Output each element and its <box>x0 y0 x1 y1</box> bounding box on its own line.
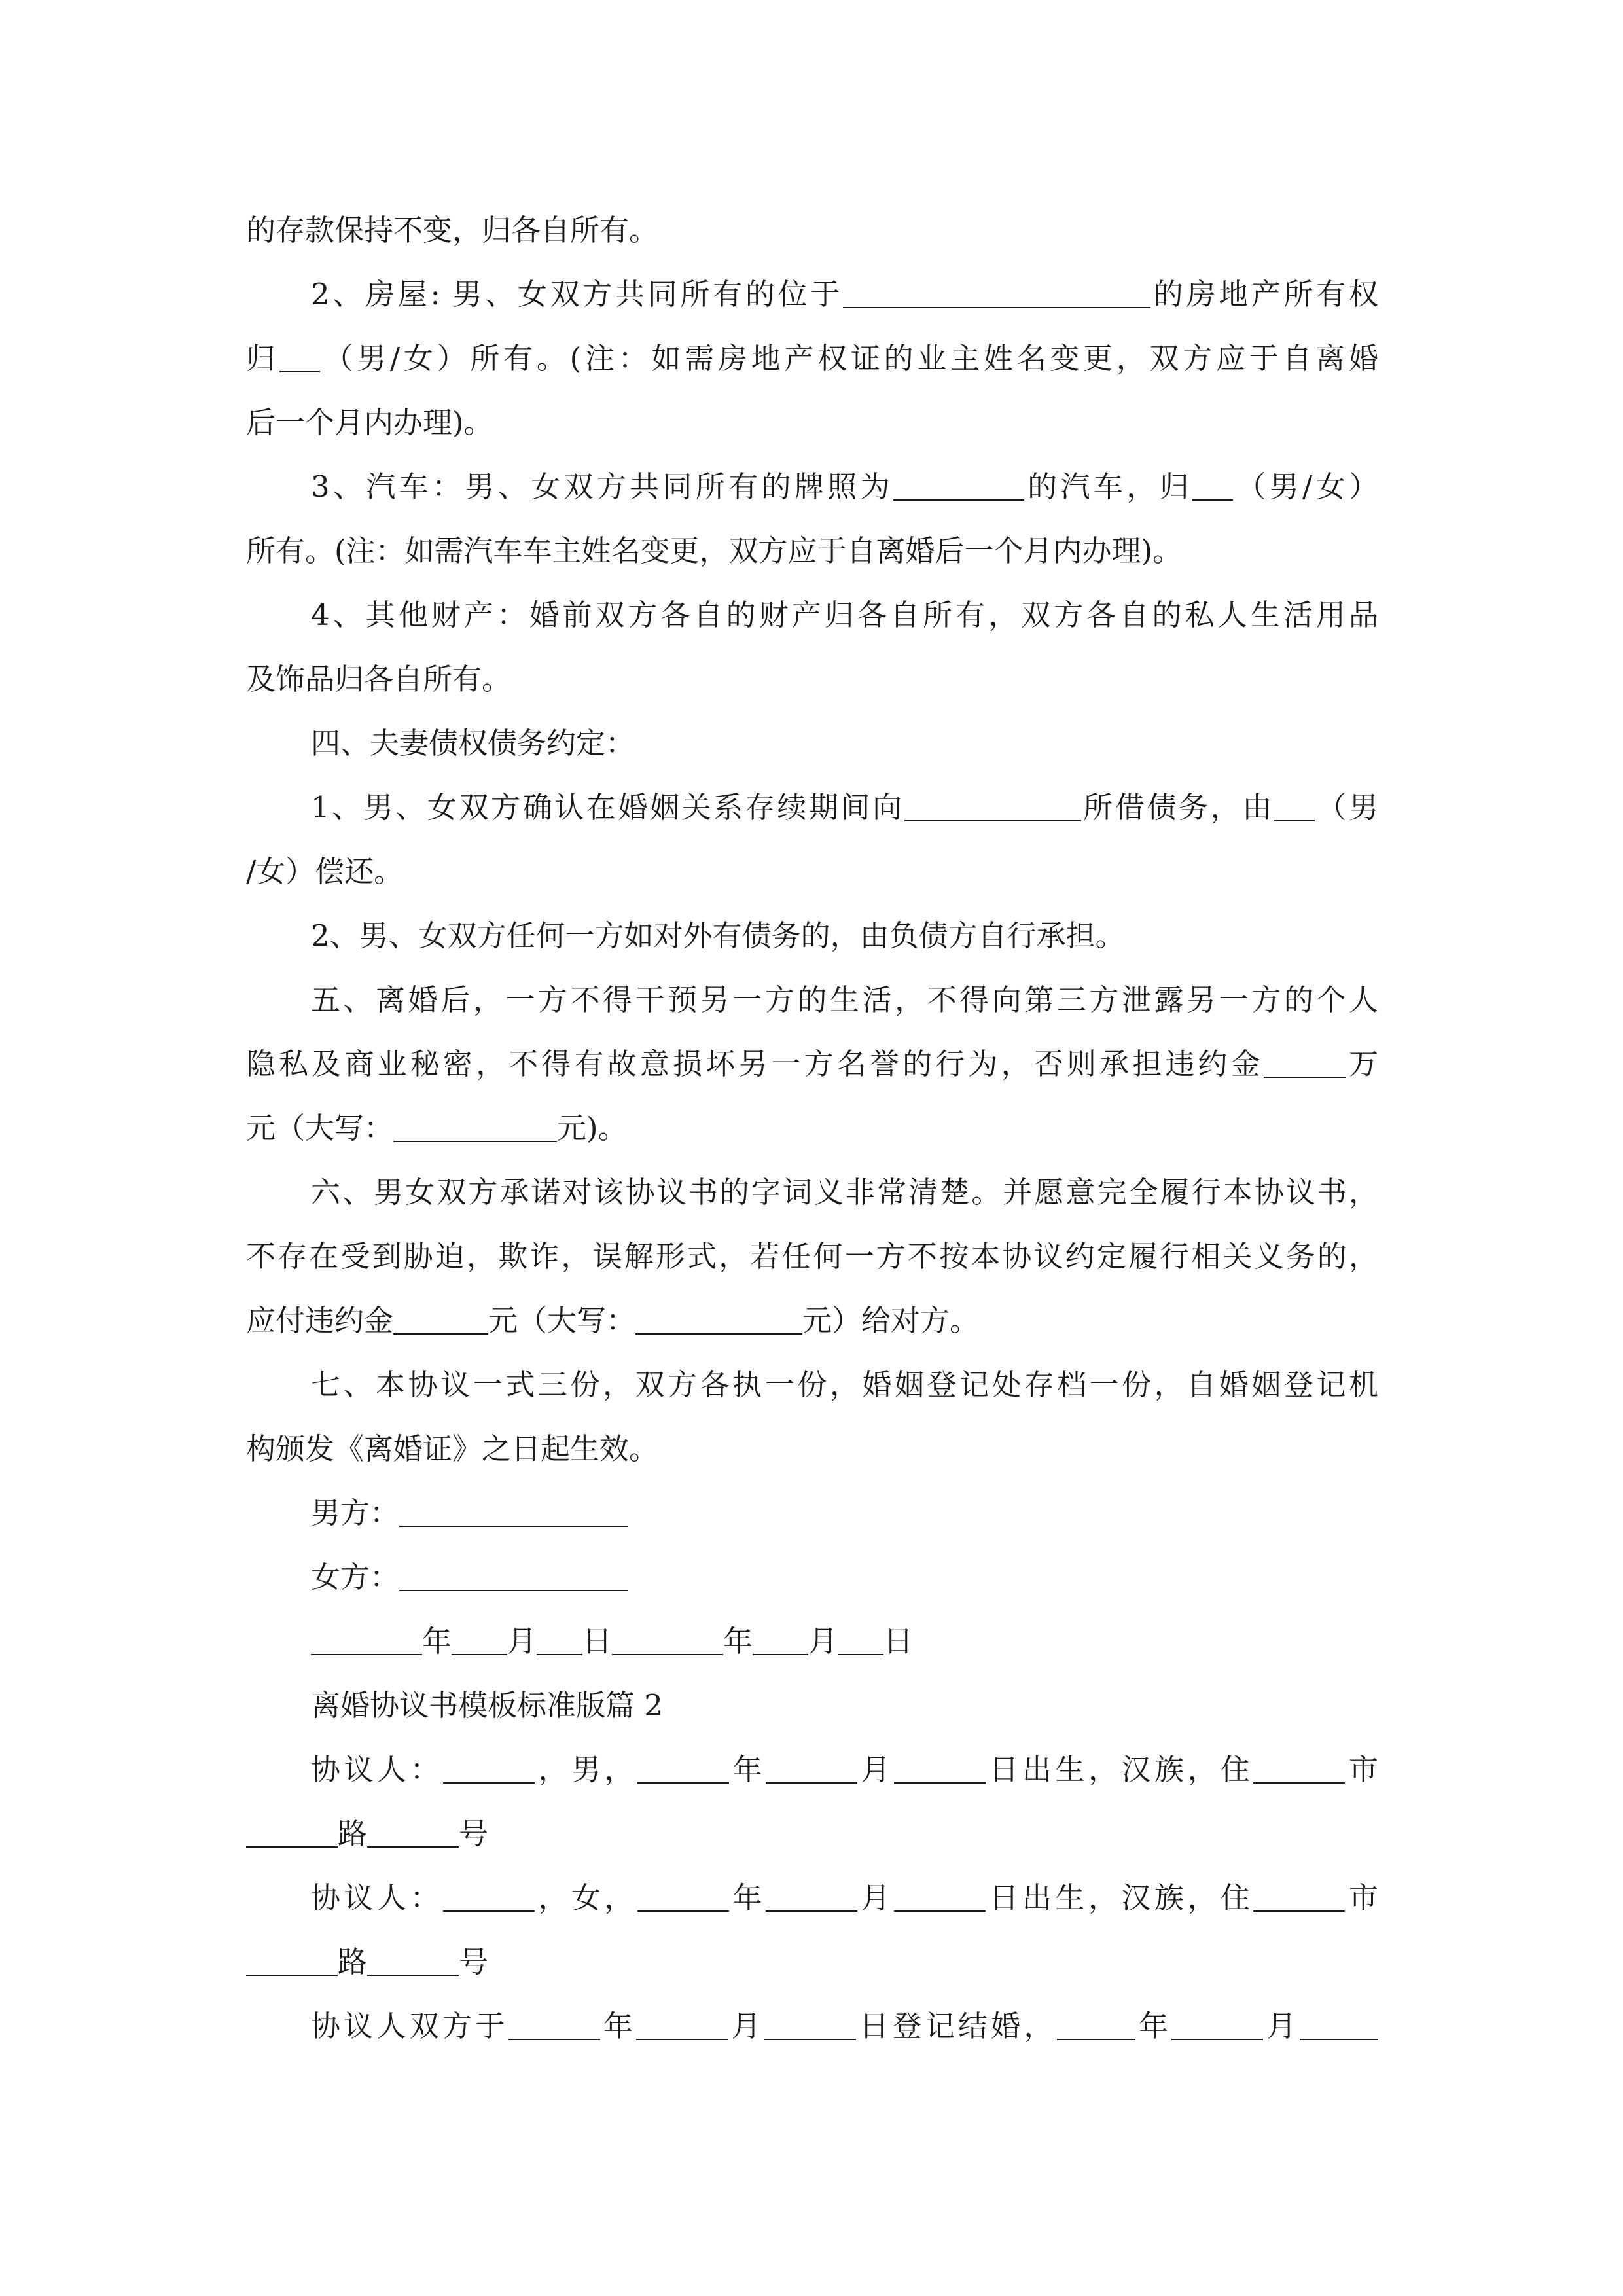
text-run: 月 <box>1263 2009 1300 2043</box>
fill-in-blank[interactable] <box>637 1753 729 1784</box>
text-run: 年 <box>728 1880 766 1915</box>
text-line <box>311 788 1378 827</box>
text-run: 年 <box>422 1624 452 1659</box>
fill-in-blank[interactable] <box>1274 791 1315 821</box>
text-run: 及饰品归各自所有。 <box>246 662 512 696</box>
fill-in-blank[interactable] <box>393 1304 488 1335</box>
wife-signature-field[interactable] <box>399 1561 628 1591</box>
date-line <box>311 1622 1378 1661</box>
text-run: 日 <box>883 1624 914 1659</box>
day-field[interactable] <box>537 1625 582 1655</box>
text-run: 年 <box>599 2009 637 2043</box>
text-run: 路 <box>338 1816 368 1851</box>
text-line <box>246 1814 1378 1854</box>
text-run: 不存在受到胁迫，欺诈，误解形式，若任何一方不按本协议约定履行相关义务的， <box>246 1239 1378 1274</box>
text-line <box>246 339 1378 378</box>
fill-in-blank[interactable] <box>443 1882 535 1912</box>
month-field[interactable] <box>753 1625 808 1655</box>
text-run: 月 <box>507 1624 537 1659</box>
text-run: 五、离婚后，一方不得干预另一方的生活，不得向第三方泄露另一方的个人 <box>311 982 1378 1017</box>
text-line <box>311 916 1378 956</box>
fill-in-blank[interactable] <box>894 1882 986 1912</box>
text-run: 号 <box>459 1816 489 1851</box>
text-line <box>311 596 1378 635</box>
text-line <box>246 1237 1378 1276</box>
text-line <box>311 467 1378 507</box>
text-line <box>246 211 1378 250</box>
text-line <box>311 275 1378 314</box>
fill-in-blank[interactable] <box>1057 2010 1135 2040</box>
text-run: 元)。 <box>557 1111 628 1145</box>
text-run: 协议人： <box>311 1880 443 1915</box>
text-run: /女）偿还。 <box>246 854 404 889</box>
text-run: 月 <box>808 1624 838 1659</box>
fill-in-blank[interactable] <box>1192 471 1233 501</box>
text-line <box>246 403 1378 442</box>
fill-in-blank[interactable] <box>636 2010 728 2040</box>
husband-signature-line <box>311 1494 1378 1533</box>
text-run: 四、夫妻债权债务约定： <box>311 726 635 761</box>
fill-in-blank[interactable] <box>367 1946 459 1976</box>
fill-in-blank[interactable] <box>893 471 1024 501</box>
fill-in-blank[interactable] <box>637 1882 729 1912</box>
month-field[interactable] <box>452 1625 507 1655</box>
text-line <box>246 1429 1378 1469</box>
fill-in-blank[interactable] <box>1264 1048 1346 1078</box>
text-run: 市 <box>1345 1752 1378 1787</box>
text-line <box>311 1750 1378 1789</box>
text-run: 的房地产所有权 <box>1150 277 1378 312</box>
text-run: 3、汽车：男、女双方共同所有的牌照为 <box>311 469 893 504</box>
text-run: 月 <box>857 1880 894 1915</box>
text-run: 离婚协议书模板标准版篇 2 <box>311 1688 663 1723</box>
text-run: 构颁发《离婚证》之日起生效。 <box>246 1431 659 1466</box>
text-run: 万 <box>1345 1047 1378 1081</box>
text-run: 日出生，汉族，住 <box>985 1880 1254 1915</box>
text-run: 元（大写： <box>488 1303 636 1338</box>
text-run: 男方： <box>311 1496 400 1530</box>
fill-in-blank[interactable] <box>279 342 320 372</box>
fill-in-blank[interactable] <box>635 1304 802 1335</box>
text-run: 协议人： <box>311 1752 443 1787</box>
fill-in-blank[interactable] <box>443 1753 535 1784</box>
fill-in-blank[interactable] <box>246 1946 338 1976</box>
fill-in-blank[interactable] <box>894 1753 986 1784</box>
text-run: 年 <box>728 1752 766 1787</box>
text-run: 日登记结婚， <box>855 2009 1057 2043</box>
fill-in-blank[interactable] <box>843 278 1150 308</box>
text-run: 应付违约金 <box>246 1303 394 1338</box>
text-run: 女方： <box>311 1560 400 1594</box>
day-field[interactable] <box>838 1625 883 1655</box>
fill-in-blank[interactable] <box>246 1818 338 1848</box>
text-run: 月 <box>857 1752 894 1787</box>
text-run: 元）给对方。 <box>802 1303 980 1338</box>
fill-in-blank[interactable] <box>1171 2010 1263 2040</box>
wife-signature-line <box>311 1558 1378 1597</box>
text-run: 日 <box>582 1624 613 1659</box>
text-line <box>246 660 1378 699</box>
fill-in-blank[interactable] <box>904 791 1081 821</box>
section-heading <box>311 724 1378 763</box>
husband-signature-field[interactable] <box>399 1497 628 1527</box>
text-line <box>311 980 1378 1020</box>
text-line <box>311 2007 1378 2046</box>
text-line <box>246 1301 1378 1340</box>
fill-in-blank[interactable] <box>393 1112 557 1142</box>
text-run: 所借债务，由 <box>1080 790 1274 825</box>
text-run: 路 <box>338 1945 368 1979</box>
text-run: 隐私及商业秘密，不得有故意损坏另一方名誉的行为，否则承担违约金 <box>246 1047 1264 1081</box>
text-run: 年 <box>723 1624 753 1659</box>
text-run: 归 <box>246 341 279 376</box>
text-line <box>246 1109 1378 1148</box>
text-run: 六、男女双方承诺对该协议书的字词义非常清楚。并愿意完全履行本协议书， <box>311 1175 1378 1210</box>
text-run: 年 <box>1135 2009 1172 2043</box>
fill-in-blank[interactable] <box>508 2010 600 2040</box>
text-run: （男/女）所有。(注：如需房地产权证的业主姓名变更，双方应于自离婚 <box>319 341 1378 376</box>
text-line <box>311 1878 1378 1918</box>
text-run: 后一个月内办理)。 <box>246 405 493 440</box>
text-run: ，男， <box>534 1752 637 1787</box>
text-run: 2、房屋: 男、女双方共同所有的位于 <box>311 277 844 312</box>
text-run: 日出生，汉族，住 <box>985 1752 1254 1787</box>
text-run: 的存款保持不变，归各自所有。 <box>246 213 659 247</box>
text-run: 月 <box>728 2009 764 2043</box>
text-line <box>246 1943 1378 1982</box>
text-run: 1、男、女双方确认在婚姻关系存续期间向 <box>311 790 904 825</box>
fill-in-blank[interactable] <box>1253 1753 1345 1784</box>
text-line <box>246 531 1378 571</box>
text-run: 4、其他财产：婚前双方各自的财产归各自所有，双方各自的私人生活用品 <box>311 598 1378 632</box>
text-run: 2、男、女双方任何一方如对外有债务的，由负债方自行承担。 <box>311 918 1125 953</box>
text-run: 市 <box>1345 1880 1378 1915</box>
text-run: （男/女） <box>1233 469 1378 504</box>
text-line <box>246 852 1378 891</box>
text-line <box>246 1045 1378 1084</box>
text-run: 协议人双方于 <box>311 2009 508 2043</box>
text-run: 所有。(注：如需汽车车主姓名变更，双方应于自离婚后一个月内办理)。 <box>246 533 1183 568</box>
fill-in-blank[interactable] <box>766 1753 857 1784</box>
text-run: 七、本协议一式三份，双方各执一份，婚姻登记处存档一份，自婚姻登记机 <box>311 1367 1378 1402</box>
text-run: ，女， <box>534 1880 637 1915</box>
fill-in-blank[interactable] <box>1300 2010 1378 2040</box>
year-field[interactable] <box>612 1625 723 1655</box>
fill-in-blank[interactable] <box>1253 1882 1345 1912</box>
fill-in-blank[interactable] <box>766 1882 857 1912</box>
text-line <box>311 1365 1378 1405</box>
fill-in-blank[interactable] <box>367 1818 459 1848</box>
text-run: 元（大写： <box>246 1111 394 1145</box>
text-line <box>311 1173 1378 1212</box>
fill-in-blank[interactable] <box>764 2010 856 2040</box>
section-title <box>311 1686 1378 1725</box>
text-run: （男 <box>1314 790 1378 825</box>
year-field[interactable] <box>311 1625 422 1655</box>
text-run: 的汽车，归 <box>1024 469 1193 504</box>
text-run: 号 <box>459 1945 489 1979</box>
